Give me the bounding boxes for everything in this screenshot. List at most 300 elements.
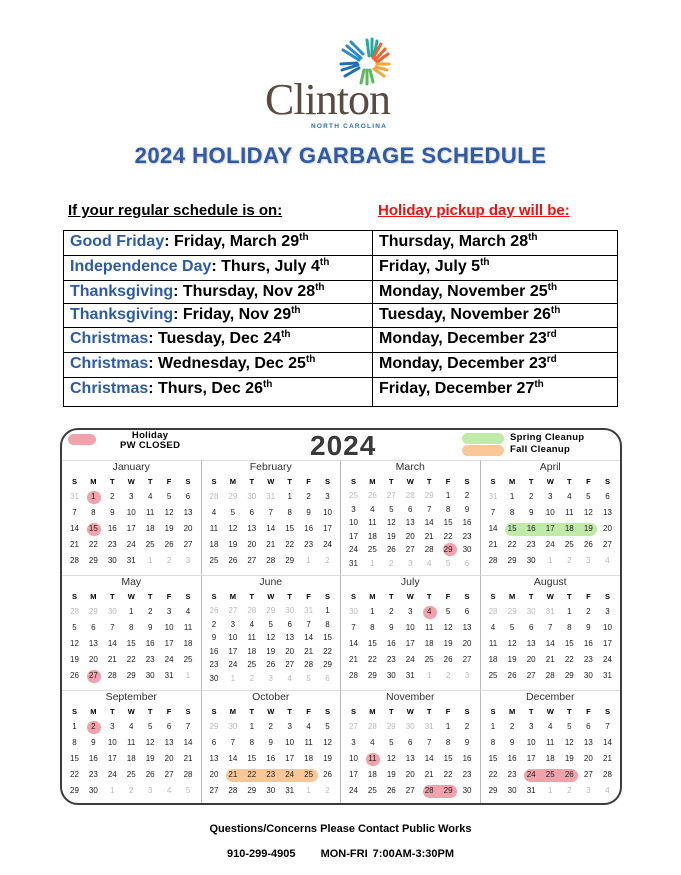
regular-date: Wednesday, Dec 25 [158,355,306,372]
adjacent-month-day: 2 [567,786,572,795]
day-cell: 15 [507,524,517,533]
regular-day-cell: Christmas: Wednesday, Dec 25th [64,353,373,378]
pickup-date-suffix: rd [546,329,557,340]
month-september [62,690,202,805]
day-grid [484,704,618,799]
day-cell: 23 [386,655,396,664]
weekday-header: S [185,707,191,716]
day-cell: 12 [386,518,396,527]
day-cell: 5 [166,492,172,501]
day-cell: 20 [405,531,415,541]
day-cell: 25 [424,655,434,664]
day-cell: 29 [488,786,498,795]
pickup-date: Monday, November 25 [379,283,548,300]
day-cell: 1 [509,492,515,501]
holiday-legend-line1: Holiday [131,430,169,441]
weekday-header: W [546,477,554,486]
day-cell: 12 [70,639,79,648]
weekday-header: W [406,477,414,486]
weekday-header: M [90,592,97,601]
month-name: January [112,461,150,473]
day-cell: 16 [583,639,593,648]
day-cell: 21 [424,531,434,541]
regular-date-suffix: th [281,329,291,340]
day-cell: 30 [145,671,155,680]
month-name: June [259,576,283,588]
day-cell: 17 [349,770,358,779]
day-cell: 11 [546,738,555,747]
day-cell: 31 [405,671,415,680]
office-hours: MON-FRI 7:00AM-3:30PM [320,848,454,860]
weekday-header: F [306,707,311,716]
adjacent-month-day: 4 [605,786,610,795]
weekday-header: S [325,592,331,601]
day-cell: 17 [107,754,117,763]
weekday-header: T [249,477,255,486]
day-cell: 19 [386,770,396,779]
adjacent-month-day: 3 [147,786,153,795]
day-cell: 7 [351,623,356,632]
day-cell: 9 [268,738,273,747]
weekday-header: T [528,477,534,486]
weekday-header: T [249,707,255,716]
day-cell: 30 [526,556,536,565]
day-cell: 22 [323,646,332,656]
day-cell: 15 [88,524,98,533]
clinton-logo [265,36,405,130]
day-cell: 13 [526,639,536,648]
day-cell: 4 [370,504,375,514]
adjacent-month-day: 30 [107,607,117,616]
weekday-header: S [604,707,610,716]
pickup-date: Monday, December 23 [379,330,547,347]
day-cell: 3 [325,492,330,501]
day-cell: 20 [526,655,536,664]
day-cell: 22 [70,770,79,779]
schedule-row [64,328,618,353]
day-cell: 4 [211,508,217,517]
day-cell: 8 [445,504,451,514]
adjacent-month-day: 30 [405,722,415,731]
day-cell: 11 [488,639,498,648]
day-cell: 22 [367,655,377,664]
weekday-header: F [306,592,311,601]
day-cell: 16 [145,639,155,648]
day-cell: 18 [247,646,257,656]
day-cell: 8 [370,623,375,632]
pickup-day-cell [373,353,618,378]
pickup-date-suffix: th [550,305,561,316]
day-cell: 28 [545,671,555,680]
regular-date-suffix: th [291,305,301,316]
adjacent-month-day: 25 [349,491,358,500]
day-cell: 27 [209,786,219,795]
day-cell: 10 [285,738,295,747]
adjacent-month-day: 6 [325,673,330,683]
day-cell: 19 [70,655,79,664]
day-cell: 22 [443,770,453,779]
adjacent-month-day: 6 [464,558,470,568]
day-cell: 26 [386,786,396,795]
adjacent-month-day: 4 [287,673,292,683]
day-cell: 2 [464,491,470,500]
holiday-legend-label [120,431,180,451]
day-cell: 27 [247,556,257,565]
day-cell: 26 [323,770,332,779]
day-cell: 20 [405,770,415,779]
weekday-header: M [229,707,236,716]
day-cell: 7 [306,619,311,629]
day-cell: 17 [126,524,136,533]
day-cell: 13 [88,639,98,648]
day-cell: 9 [389,623,394,632]
day-cell: 7 [426,504,432,514]
adjacent-month-day: 31 [545,607,555,616]
adjacent-month-day: 3 [268,673,273,683]
day-cell: 1 [445,722,451,731]
fall-cleanup-swatch [462,445,504,456]
adjacent-month-day: 30 [349,607,358,616]
adjacent-month-day: 1 [426,671,432,680]
day-cell: 7 [605,722,610,731]
adjacent-month-day: 30 [247,492,257,501]
adjacent-month-day: 2 [325,786,330,795]
day-cell: 14 [266,524,276,533]
day-grid [205,589,338,685]
month-name: February [249,461,292,473]
day-cell: 1 [72,722,77,731]
day-cell: 4 [548,722,553,731]
day-cell: 1 [325,606,330,615]
months-grid [62,460,620,805]
day-cell: 8 [445,738,451,747]
day-cell: 15 [367,639,377,648]
day-cell: 31 [526,786,536,795]
day-cell: 24 [164,655,174,664]
day-cell: 23 [304,540,314,549]
day-cell: 2 [586,607,591,616]
regular-date: Friday, March 29 [174,233,300,250]
logo-wordmark: Clinton [265,75,391,124]
weekday-header: S [325,707,331,716]
day-grid [344,474,477,570]
day-cell: 30 [507,786,517,795]
day-cell: 16 [526,524,536,533]
day-cell: 9 [110,508,115,517]
month-name: December [526,691,575,703]
weekday-header: S [604,592,610,601]
day-cell: 18 [367,770,377,779]
holiday-name: Christmas [70,380,149,397]
day-cell: 5 [389,504,394,514]
weekday-header: T [110,707,115,716]
adjacent-month-day: 2 [389,558,394,568]
weekday-header: M [229,477,236,486]
regular-date-suffix: th [262,379,273,390]
day-cell: 15 [323,633,332,642]
adjacent-month-day: 2 [567,556,572,565]
day-cell: 21 [266,540,276,549]
day-cell: 14 [349,639,358,648]
month-november [341,690,481,805]
adjacent-month-day: 2 [249,673,255,683]
day-cell: 23 [145,655,155,664]
day-cell: 21 [228,770,238,779]
day-cell: 21 [545,655,555,664]
weekday-header: M [369,707,376,716]
day-cell: 19 [266,646,276,656]
day-cell: 5 [325,722,330,731]
day-cell: 26 [443,655,453,664]
adjacent-month-day: 2 [325,556,330,565]
day-cell: 25 [145,540,155,549]
day-cell: 9 [464,738,470,747]
day-cell: 21 [603,754,612,763]
weekday-header: S [211,477,217,486]
adjacent-month-day: 4 [166,786,172,795]
weekday-header: T [389,592,394,601]
day-cell: 9 [306,508,311,517]
day-cell: 6 [464,607,470,616]
day-cell: 13 [603,508,612,517]
day-cell: 25 [545,770,555,779]
adjacent-month-day: 28 [209,492,219,501]
day-cell: 9 [528,508,534,517]
weekday-header: S [211,707,217,716]
holiday-legend-line2: PW CLOSED [120,440,181,451]
day-cell: 7 [230,738,236,747]
day-cell: 1 [490,722,496,731]
day-cell: 20 [183,524,193,533]
day-cell: 23 [266,770,276,779]
day-grid [65,589,198,684]
regular-schedule-header: If your regular schedule is on: [68,202,283,219]
adjacent-month-day: 26 [367,491,377,500]
day-cell: 12 [507,639,517,648]
day-cell: 14 [228,754,238,763]
month-february [202,460,342,575]
month-january [62,460,202,575]
day-cell: 8 [567,623,572,632]
day-cell: 20 [583,754,593,763]
weekday-header: M [508,477,516,486]
day-cell: 31 [603,671,612,680]
adjacent-month-day: 1 [306,556,311,565]
day-cell: 15 [285,524,295,533]
day-cell: 20 [164,754,174,763]
day-cell: 24 [405,655,415,664]
weekday-header: W [267,477,275,486]
regular-date: Thursday, Nov 28 [182,283,316,300]
holiday-name: Thanksgiving [70,283,174,300]
day-cell: 8 [325,619,330,629]
adjacent-month-day: 27 [349,722,358,731]
day-cell: 25 [126,770,136,779]
day-cell: 29 [443,786,453,795]
schedule-row [64,378,618,407]
day-cell: 30 [107,556,117,565]
adjacent-month-day: 1 [548,786,553,795]
weekday-header: M [508,707,516,716]
pickup-day-cell [373,378,618,407]
weekday-header: M [508,592,516,601]
weekday-header: T [528,592,534,601]
weekday-header: T [567,592,572,601]
day-cell: 20 [247,540,257,549]
day-cell: 6 [185,492,191,501]
weekday-header: T [110,592,115,601]
day-cell: 9 [91,738,96,747]
weekday-header: T [426,477,432,486]
day-cell: 11 [247,633,256,642]
adjacent-month-day: 31 [266,492,276,501]
day-cell: 28 [349,671,358,680]
day-cell: 25 [247,660,257,669]
day-cell: 5 [445,607,451,616]
day-cell: 4 [426,607,432,616]
day-cell: 13 [405,754,415,763]
day-cell: 12 [323,738,332,747]
day-cell: 16 [88,754,98,763]
adjacent-month-day: 28 [405,491,415,500]
day-cell: 11 [368,754,377,763]
day-cell: 30 [266,786,276,795]
day-cell: 22 [88,540,98,549]
weekday-header: S [350,592,356,601]
weekday-header: T [110,477,115,486]
adjacent-month-day: 5 [185,786,191,795]
weekday-header: S [185,592,191,601]
holiday-schedule-table [63,230,618,407]
day-cell: 6 [287,619,292,629]
weekday-header: T [567,477,572,486]
adjacent-month-day: 4 [426,558,432,568]
day-cell: 1 [445,491,451,500]
day-cell: 5 [586,492,591,501]
day-cell: 21 [183,754,193,763]
day-cell: 4 [129,722,134,731]
weekday-header: S [71,707,77,716]
day-cell: 17 [323,524,332,533]
day-cell: 16 [266,754,276,763]
adjacent-month-day: 3 [586,786,591,795]
schedule-row [64,231,618,256]
day-cell: 26 [386,545,396,554]
day-cell: 23 [88,770,98,779]
weekday-header: S [350,477,356,486]
weekday-header: S [71,592,77,601]
day-cell: 26 [228,556,238,565]
regular-date: Thurs, July 4 [221,258,320,275]
day-cell: 7 [548,623,553,632]
day-cell: 14 [424,754,434,763]
day-cell: 29 [443,545,453,554]
day-cell: 20 [285,646,295,656]
day-cell: 7 [268,508,273,517]
day-cell: 8 [129,623,134,632]
adjacent-month-day: 27 [228,606,238,615]
pickup-date-suffix: rd [546,354,557,365]
adjacent-month-day: 1 [147,556,153,565]
day-cell: 17 [228,646,238,656]
day-cell: 29 [247,786,257,795]
day-cell: 15 [488,754,498,763]
day-grid [205,704,338,799]
day-grid [344,704,477,799]
weekday-header: F [445,592,451,601]
month-august [481,575,621,690]
day-cell: 4 [370,738,375,747]
day-cell: 21 [488,540,498,549]
day-cell: 23 [462,531,472,541]
day-cell: 3 [528,722,534,731]
day-cell: 2 [91,722,96,731]
spring-cleanup-swatch [462,433,504,444]
weekday-header: T [389,707,394,716]
adjacent-month-day: 3 [185,556,191,565]
pickup-date: Monday, December 23 [379,355,547,372]
day-cell: 15 [70,754,79,763]
pickup-date-suffix: th [547,282,558,293]
day-cell: 6 [166,722,172,731]
regular-day-cell: Thanksgiving: Thursday, Nov 28th [64,281,373,304]
day-cell: 14 [545,639,555,648]
schedule-row [64,304,618,328]
day-cell: 14 [304,633,314,642]
day-cell: 12 [564,738,574,747]
day-cell: 6 [586,722,591,731]
day-cell: 8 [249,738,255,747]
day-cell: 24 [285,770,295,779]
day-cell: 12 [386,754,396,763]
adjacent-month-day: 5 [445,558,451,568]
day-cell: 6 [408,504,413,514]
day-cell: 10 [323,508,332,517]
day-cell: 10 [107,738,117,747]
day-cell: 14 [107,639,117,648]
day-cell: 31 [349,558,358,568]
day-grid [484,474,618,569]
adjacent-month-day: 30 [526,607,536,616]
adjacent-month-day: 5 [306,673,311,683]
day-cell: 10 [526,738,536,747]
day-cell: 18 [304,754,314,763]
day-cell: 30 [386,671,396,680]
day-cell: 17 [349,531,358,541]
day-cell: 10 [349,518,358,527]
day-cell: 27 [405,786,415,795]
day-cell: 27 [462,655,472,664]
day-cell: 5 [567,722,572,731]
day-cell: 10 [545,508,555,517]
day-cell: 6 [605,492,610,501]
weekday-header: T [389,477,394,486]
holiday-name: Good Friday [70,233,165,250]
month-name: October [252,691,290,703]
weekday-header: M [229,592,236,601]
day-cell: 23 [583,655,593,664]
day-cell: 17 [285,754,295,763]
day-cell: 29 [564,671,574,680]
day-cell: 6 [211,738,217,747]
weekday-header: F [166,707,172,716]
day-cell: 26 [564,770,574,779]
weekday-header: T [287,477,292,486]
weekday-header: W [546,592,554,601]
day-cell: 1 [91,492,96,501]
weekday-header: S [350,707,356,716]
day-cell: 3 [351,504,356,514]
